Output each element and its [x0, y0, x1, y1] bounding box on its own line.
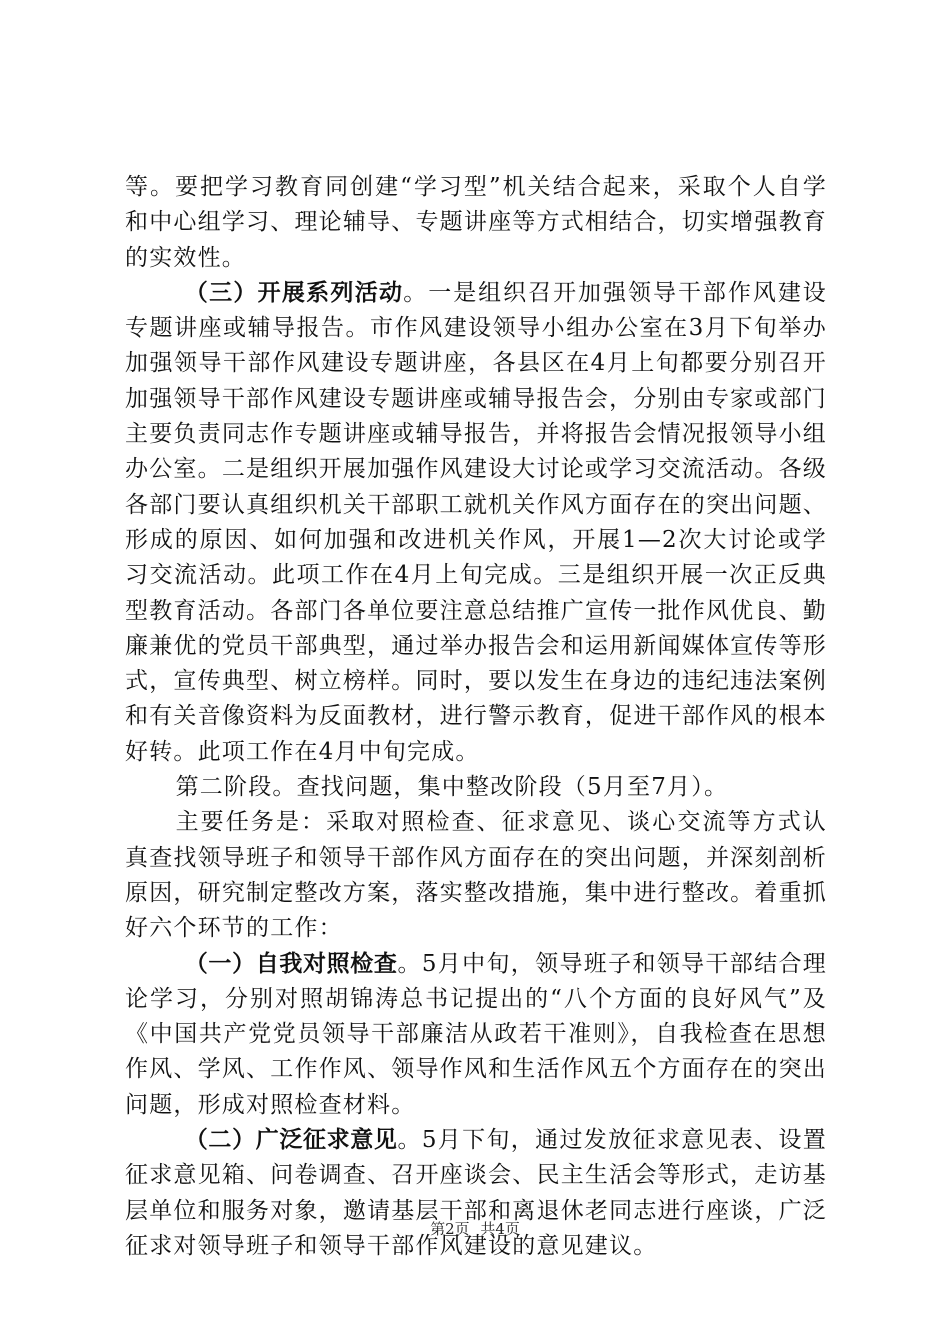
- paragraph-text: 。5月中旬，领导班子和领导干部结合理论学习，分别对照胡锦涛总书记提出的“八个方面的良好风气”及《中国共产党党员领导干部廉洁从政若干准则》，自我检查在思想作风、学风、工作作风、领导作风和生活作风五个方面存在的突出问题，形成对照检查材料。: [125, 950, 828, 1118]
- section-heading: （三）开展系列活动: [184, 279, 404, 306]
- section-heading: （一）自我对照检查: [184, 950, 398, 977]
- page-number: 第2页: [430, 1220, 470, 1238]
- paragraph-text: 第二阶段。查找问题，集中整改阶段（5月至7月）。: [175, 774, 729, 801]
- paragraph-text: 。一是组织召开加强领导干部作风建设专题讲座或辅导报告。市作风建设领导小组办公室在3月下旬举办加强领导干部作风建设专题讲座，各县区在4月上旬都要分别召开加强领导干部作风建设专题讲座或辅导报告会，分别由专家或部门主要负责同志作专题讲座或辅导报告，并将报告会情况报领导小组办公室。二是组织开展加强作风建设大讨论或学习交流活动。各级各部门要认真组织机关干部职工就机关作风方面存在的突出问题、形成的原因、如何加强和改进机关作风，开展1—2次大讨论或学习交流活动。此项工作在4月上旬完成。三是组织开展一次正反典型教育活动。各部门各单位要注意总结推广宣传一批作风优良、勤廉兼优的党员干部典型，通过举办报告会和运用新闻媒体宣传等形式，宣传典型、树立榜样。同时，要以发生在身边的违纪违法案例和有关音像资料为反面教材，进行警示教育，促进干部作风的根本好转。此项工作在4月中旬完成。: [125, 279, 828, 765]
- page-total: 共4页: [480, 1220, 520, 1238]
- paragraph-continuation: [125, 170, 827, 276]
- paragraph-section-three: [125, 276, 827, 770]
- paragraph-text: 等。要把学习教育同创建“学习型”机关结合起来，采取个人自学和中心组学习、理论辅导、专题讲座等方式相结合，切实增强教育的实效性。: [125, 174, 827, 271]
- paragraph-stage-two: [125, 770, 827, 805]
- paragraph-text: 。5月下旬，通过发放征求意见表、设置征求意见箱、问卷调查、召开座谈会、民主生活会等形式，走访基层单位和服务对象，邀请基层干部和离退休老同志进行座谈，广泛征求对领导班子和领导干部作风建设的意见建议。: [125, 1127, 828, 1259]
- document-body: [125, 170, 827, 1264]
- paragraph-main-tasks: [125, 805, 827, 946]
- paragraph-section-two: [125, 1123, 827, 1264]
- page-footer: [0, 1218, 950, 1239]
- paragraph-section-one: [125, 947, 827, 1123]
- paragraph-text: 主要任务是：采取对照检查、征求意见、谈心交流等方式认真查找领导班子和领导干部作风方面存在的突出问题，并深刻剖析原因，研究制定整改方案，落实整改措施，集中进行整改。着重抓好六个环节的工作：: [125, 809, 827, 942]
- section-heading: （二）广泛征求意见: [184, 1127, 398, 1154]
